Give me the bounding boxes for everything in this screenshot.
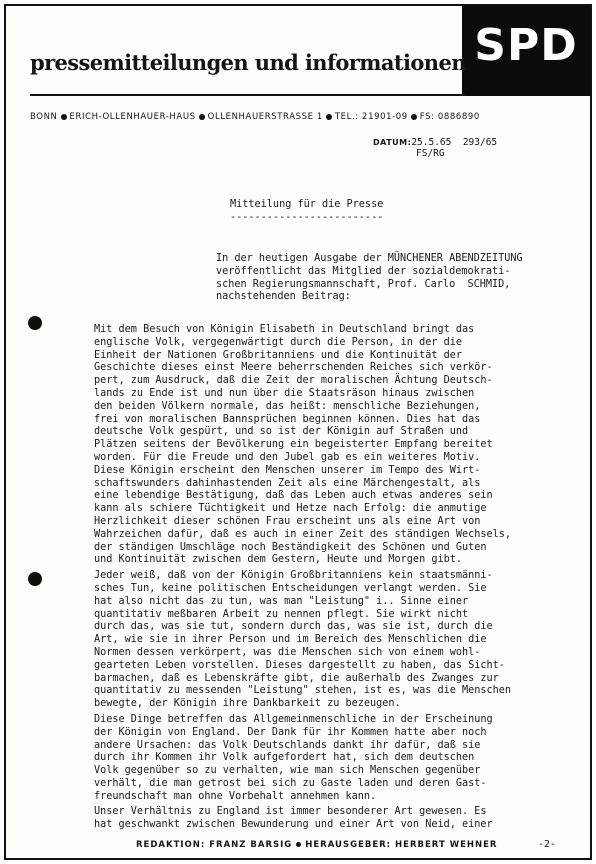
logo-text: SPD [474, 20, 578, 71]
text-line: Jeder weiß, daß von der Königin Großbritanniens kein staatsmänni- [94, 570, 493, 582]
text-line: Normen dessen verkörpert, was die Menschen sich von einem wohl- [94, 646, 481, 658]
text-line: schaftswunders dahinhastenden Zeit als eine Märchengestalt, als [94, 477, 481, 489]
document-heading: Mitteilung für die Presse [230, 199, 384, 210]
text-line: Plätzen seitens der Bevölkerung ein begeisterter Empfang bereitet [94, 439, 493, 451]
article-paragraph [94, 570, 574, 711]
footer-credits [136, 840, 497, 850]
text-line: lands zu Ende ist und nun über die Staatsräson hinaus zwischen [94, 387, 475, 399]
intro-line: veröffentlicht das Mitglied der sozialdemokrati- [216, 265, 511, 277]
text-line: bewegte, der Königin ihre Dankbarkeit zu bezeugen. [94, 698, 401, 710]
press-release-page [4, 4, 592, 860]
bullet-icon [61, 114, 67, 120]
article-paragraph [94, 714, 574, 804]
address-city: BONN [30, 112, 58, 122]
text-line: und Kontinuität zwischen dem Gestern, Heute und Morgen gibt. [94, 554, 463, 566]
text-line: sches Tun, keine politischen Entscheidungen verlangt werden. Sie [94, 582, 487, 594]
text-line: quantitativ zu messenden "Leistung" stehen, ist es, was die Menschen [94, 685, 512, 697]
text-line: pert, zum Ausdruck, daß die Zeit der moralischen Ächtung Deutsch- [94, 375, 493, 387]
datum-number: 293/65 [462, 137, 498, 148]
text-line: Wahrzeichen dafür, daß es auch in einer Zeit des ständigen Wechsels, [94, 528, 512, 540]
page-number: -2- [538, 839, 557, 850]
text-line: deutsche Volk gespürt, und so ist der Königin auf Straßen und [94, 426, 469, 438]
text-line: hat also nicht das zu tun, was man "Leistung" i.. Sinne einer [94, 595, 469, 607]
bullet-icon [411, 114, 417, 120]
masthead-rule [30, 94, 466, 96]
text-line: verhält, die man getrost bei sich zu Gaste laden und deren Gast- [94, 777, 487, 789]
address-street: OLLENHAUERSTRASSE 1 [207, 112, 323, 122]
text-line: frei von moralischen Bannsprüchen beginnen können. Dies hat das [94, 413, 481, 425]
text-line: Diese Dinge betreffen das Allgemeinmenschliche in der Erscheinung [94, 713, 493, 725]
punch-hole-icon [28, 316, 42, 330]
punch-hole-icon [28, 572, 42, 586]
text-line: eine lebendige Bestätigung, daß das Leben auch etwas anderes sein [94, 490, 493, 502]
text-line: Mit dem Besuch von Königin Elisabeth in Deutschland bringt das [94, 324, 475, 335]
text-line: Geschichte dieses einst Meere beherrschenden Reiches sich verkör- [94, 362, 493, 374]
text-line: der Königin von England. Der Dank für ihr Kommen hatte aber noch [94, 726, 487, 738]
text-line: Herzlichkeit dieser schönen Frau erscheint uns als eine Art von [94, 515, 481, 527]
footer-redaktion: REDAKTION: FRANZ BARSIG [136, 840, 293, 850]
text-line: englische Volk, vergegenwärtigt durch die Person, in der die [94, 336, 463, 348]
text-line: durch ihr Kommen ihr Volk aufgefordert hat, sich dem deutschen [94, 752, 475, 764]
text-line: den beiden Völkern normale, das heißt: menschliche Beziehungen, [94, 400, 481, 412]
address-tel: TEL.: 21901-09 [334, 112, 408, 122]
datum-date: 25.5.65 [411, 137, 452, 148]
heading-underline: ------------------------- [230, 212, 384, 223]
masthead-title: pressemitteilungen und informationen [30, 50, 466, 75]
article-paragraph [94, 324, 574, 567]
datum-label: DATUM: [373, 138, 412, 147]
address-line [30, 112, 480, 122]
footer-herausgeber: HERAUSGEBER: HERBERT WEHNER [305, 840, 498, 850]
article-body [94, 324, 574, 835]
text-line: worden. Für die Freude und den Jubel gab es ein weiteres Motiv. [94, 451, 481, 463]
text-line: gearteten Leben vorstellen. Dieses dargestellt zu haben, das Sicht- [94, 659, 505, 671]
bullet-icon [199, 114, 205, 120]
address-fs: FS: 0886890 [419, 112, 480, 122]
text-line: Art, wie sie in ihrer Person und im Bereich des Menschlichen die [94, 634, 487, 646]
datum-line [373, 137, 497, 148]
text-line: Einheit der Nationen Großbritanniens und die Kontinuität der [94, 349, 463, 361]
spd-logo [462, 6, 590, 96]
intro-line: nachstehenden Beitrag: [216, 291, 351, 303]
text-line: der ständigen Umschläge noch Beständigkeit des Schönen und Guten [94, 541, 487, 553]
text-line: barmachen, daß es Lebenskräfte gibt, die außerhalb des Zwanges zur [94, 672, 499, 684]
intro-paragraph [216, 253, 576, 304]
intro-line: In der heutigen Ausgabe der MÜNCHENER ABENDZEITUNG [216, 253, 523, 264]
text-line: Diese Königin erscheint den Menschen unserer im Tempo des Wirt- [94, 464, 481, 476]
text-line: hat geschwankt zwischen Bewunderung und einer Art von Neid, einer [94, 819, 493, 831]
article-paragraph [94, 806, 574, 832]
reference-code: FS/RG [416, 148, 445, 159]
bullet-icon [326, 114, 332, 120]
text-line: Volk gegenüber so zu verhalten, wie man sich Menschen gegenüber [94, 765, 481, 777]
intro-line: schen Regierungsmannschaft, Prof. Carlo SCHMID, [216, 278, 511, 290]
text-line: freundschaft man ohne Vorbehalt annehmen kann. [94, 790, 377, 802]
text-line: andere Ursachen: das Volk Deutschlands dankt ihr dafür, daß sie [94, 739, 481, 751]
text-line: kann als schiere Tüchtigkeit und Hetze nach Erfolg: die anmutige [94, 503, 487, 515]
text-line: quantitativ meßbaren Arbeit zu nennen pflegt. Sie wirkt nicht [94, 608, 469, 620]
text-line: Unser Verhältnis zu England ist immer besonderer Art gewesen. Es [94, 806, 487, 818]
address-building: ERICH-OLLENHAUER-HAUS [69, 112, 196, 122]
text-line: durch das, was sie tut, sondern durch das, was sie ist, durch die [94, 621, 493, 633]
bullet-icon [296, 842, 301, 847]
